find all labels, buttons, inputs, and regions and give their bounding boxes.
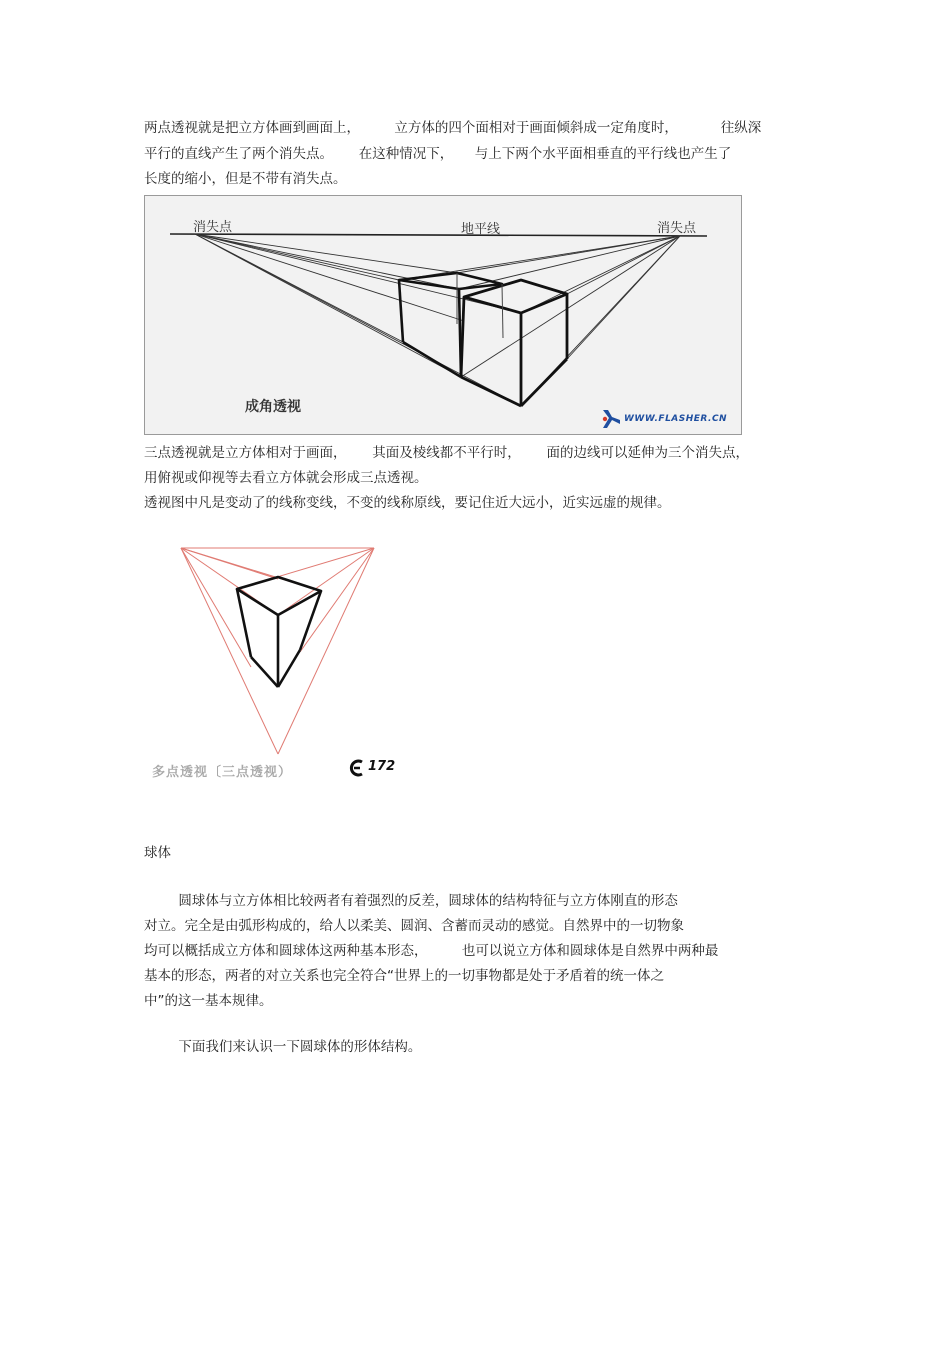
paragraph-three-point-line-2: 用俯视或仰视等去看立方体就会形成三点透视。 <box>144 470 428 486</box>
flasher-logo-icon <box>600 408 622 430</box>
figure-three-point-perspective <box>150 540 410 790</box>
flasher-logo <box>600 408 740 430</box>
paragraph-two-point-line-1: 两点透视就是把立方体画到画面上， 立方体的四个面相对于画面倾斜成一定角度时， 往纵深 <box>144 120 762 136</box>
figure1-caption: 成角透视 <box>245 399 301 415</box>
paragraph-two-point-line-3: 长度的缩小，但是不带有消失点。 <box>144 171 347 187</box>
paragraph-sphere-line-3: 均可以概括成立方体和圆球体这两种基本形态， 也可以说立方体和圆球体是自然界中两种最 <box>144 943 719 959</box>
paragraph-sphere-line-1: 圆球体与立方体相比较两者有着强烈的反差，圆球体的结构特征与立方体刚直的形态 <box>144 893 678 909</box>
vanishing-point-right-label: 消失点 <box>657 221 697 236</box>
paragraph-three-point-line-3: 透视图中凡是变动了的线称变线，不变的线称原线，要记住近大远小，近实远虚的规律。 <box>144 495 671 511</box>
figure-two-point-perspective <box>144 195 742 435</box>
paragraph-two-point-line-2: 平行的直线产生了两个消失点。 在这种情况下， 与上下两个水平面相垂直的平行线也产生了 <box>144 146 732 162</box>
flasher-logo-text: WWW.FLASHER.CN <box>624 414 728 424</box>
horizon-label: 地平线 <box>461 222 501 237</box>
paragraph-three-point-line-1: 三点透视就是立方体相对于画面， 其面及棱线都不平行时， 面的边线可以延伸为三个消失点， <box>144 445 749 461</box>
figure2-caption: 多点透视〔三点透视） <box>152 765 293 780</box>
t172-logo-icon <box>348 758 368 778</box>
section-heading-sphere: 球体 <box>144 845 171 861</box>
two-point-perspective-drawing <box>145 196 743 436</box>
vanishing-point-left-label: 消失点 <box>193 220 233 235</box>
t172-logo-text: 172 <box>368 759 396 774</box>
t172-logo <box>348 758 408 778</box>
paragraph-sphere-line-4: 基本的形态，两者的对立关系也完全符合“世界上的一切事物都是处于矛盾着的统一体之 <box>144 968 664 984</box>
paragraph-sphere-intro: 下面我们来认识一下圆球体的形体结构。 <box>144 1039 422 1055</box>
paragraph-sphere-line-2: 对立。完全是由弧形构成的，给人以柔美、圆润、含蓄而灵动的感觉。自然界中的一切物象 <box>144 918 684 934</box>
paragraph-sphere-line-5: 中”的这一基本规律。 <box>144 993 273 1009</box>
